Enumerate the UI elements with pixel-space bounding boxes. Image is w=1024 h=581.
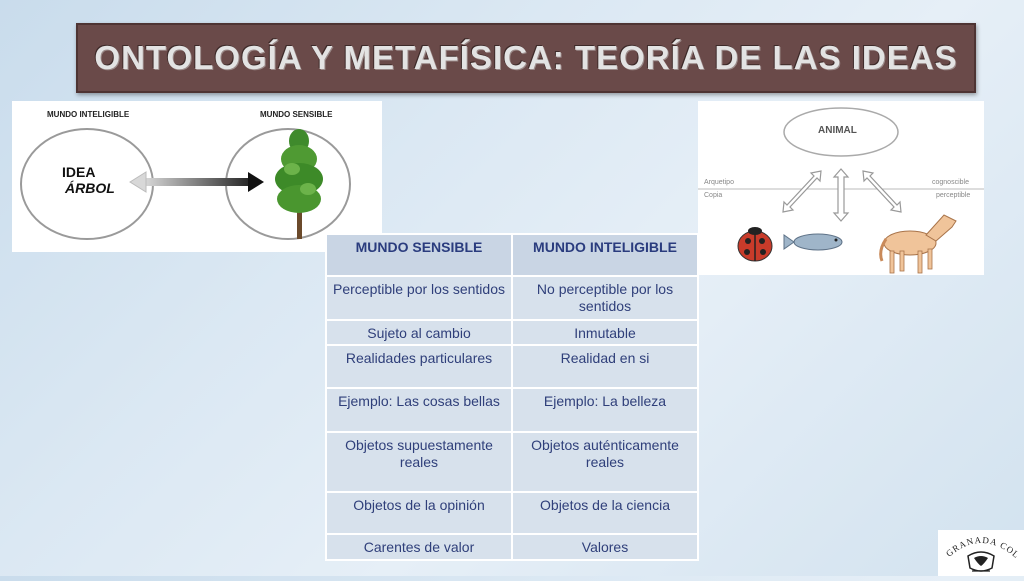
granada-college-logo (938, 530, 1024, 576)
animal-archetype-diagram (698, 101, 984, 275)
idea-line-1: IDEA (62, 164, 96, 180)
table-cell: Objetos supuestamente reales (326, 432, 512, 492)
table-cell: Realidades particulares (326, 345, 512, 388)
table-row (326, 492, 698, 534)
table-cell: Objetos de la ciencia (512, 492, 698, 534)
table-row (326, 534, 698, 560)
table-cell: Sujeto al cambio (326, 320, 512, 345)
table-cell: Realidad en si (512, 345, 698, 388)
table-row (326, 345, 698, 388)
table-cell: Ejemplo: La belleza (512, 388, 698, 432)
arquetipo-label: Arquetipo (704, 179, 734, 186)
header-mundo-sensible: MUNDO SENSIBLE (326, 234, 512, 276)
table-cell: Objetos auténticamente reales (512, 432, 698, 492)
table-header-row (326, 234, 698, 276)
perceptible-label: perceptible (936, 192, 971, 199)
idea-line-2: ÁRBOL (65, 180, 115, 196)
page-title: ONTOLOGÍA Y METAFÍSICA: TEORÍA DE LAS IDEAS (94, 39, 958, 76)
mundo-inteligible-label: MUNDO INTELIGIBLE (47, 110, 130, 119)
title-banner (76, 23, 976, 93)
table-cell: No perceptible por los sentidos (512, 276, 698, 320)
copia-label: Copia (704, 192, 723, 199)
animal-label: ANIMAL (818, 125, 857, 136)
mundo-sensible-label: MUNDO SENSIBLE (260, 110, 333, 119)
table-cell: Objetos de la opinión (326, 492, 512, 534)
table-row (326, 276, 698, 320)
logo-text: GRANADA COL (943, 534, 1022, 561)
table-cell: Inmutable (512, 320, 698, 345)
table-cell: Valores (512, 534, 698, 560)
comparison-table (325, 233, 699, 561)
horse-icon (881, 215, 956, 273)
table-cell: Carentes de valor (326, 534, 512, 560)
fish-icon (784, 234, 842, 250)
idea-tree-diagram (12, 101, 382, 252)
table-cell: Perceptible por los sentidos (326, 276, 512, 320)
ladybug-icon (738, 227, 772, 261)
table-cell: Ejemplo: Las cosas bellas (326, 388, 512, 432)
table-row (326, 388, 698, 432)
college-crest-icon (938, 530, 1024, 576)
table-row (326, 432, 698, 492)
idea-label (62, 164, 115, 196)
table-row (326, 320, 698, 345)
header-mundo-inteligible: MUNDO INTELIGIBLE (512, 234, 698, 276)
cognoscible-label: cognoscible (932, 179, 969, 186)
